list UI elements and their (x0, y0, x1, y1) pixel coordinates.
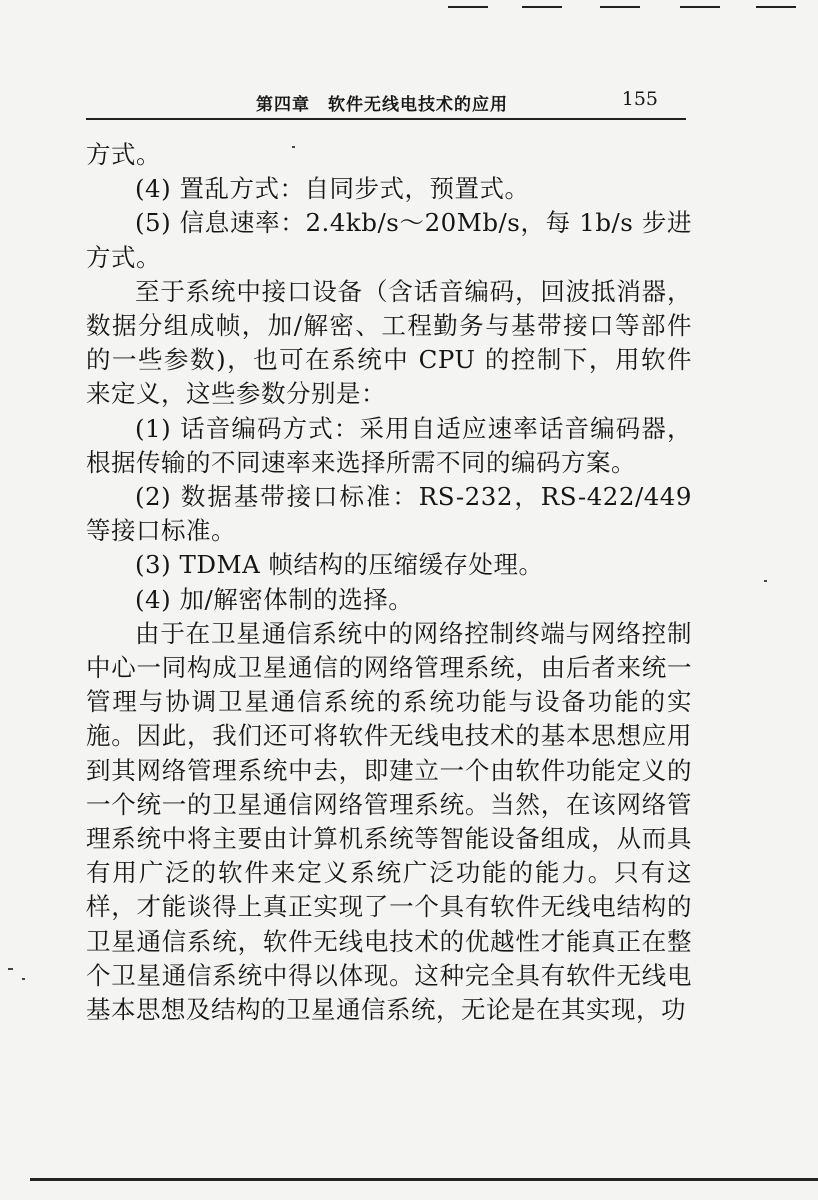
top-edge-mark (600, 6, 640, 8)
paragraph: 至于系统中接口设备（含话音编码，回波抵消器，数据分组成帧，加/解密、工程勤务与基带接口等部件的一些参数)，也可在系统中 CPU 的控制下，用软件来定义，这些参数分别是： (86, 276, 692, 409)
scan-speck (8, 968, 13, 970)
page-number: 155 (621, 88, 658, 110)
paragraph: 方式。 (86, 140, 161, 169)
top-edge-mark (522, 6, 562, 8)
top-edge-mark (680, 6, 720, 8)
chapter-title: 第四章 软件无线电技术的应用 (256, 95, 508, 115)
paragraph: 由于在卫星通信系统中的网络控制终端与网络控制中心一同构成卫星通信的网络管理系统，由后者来统一管理与协调卫星通信系统的系统功能与设备功能的实施。因此，我们还可将软件无线电技术的基本思想应用到其网络管理系统中去，即建立一个由软件功能定义的一个统一的卫星通信网络管理系统。当然，在该网络管理系统中将主要由计算机系统等智能设备组成，从而具有用广泛的软件来定义系统广泛功能的能力。只有这样，才能谈得上真正实现了一个具有软件无线电结构的卫星通信系统，软件无线电技术的优越性才能真正在整个卫星通信系统中得以体现。这种完全具有软件无线电基本思想及结构的卫星通信系统，无论是在其实现，功 (86, 618, 692, 1025)
scan-speck (292, 146, 295, 148)
paragraph: (2) 数据基带接口标准：RS-232，RS-422/449 等接口标准。 (86, 482, 692, 546)
body-text (86, 138, 692, 1027)
paragraph: (1) 话音编码方式：采用自适应速率话音编码器，根据传输的不同速率来选择所需不同的编码方案。 (86, 413, 692, 477)
top-edge-mark (756, 6, 796, 8)
paragraph: (4) 加/解密体制的选择。 (135, 584, 414, 614)
bottom-edge-rule (30, 1178, 818, 1181)
scan-speck (764, 580, 767, 582)
top-edge-mark (448, 6, 488, 8)
paragraph: (3) TDMA 帧结构的压缩缓存处理。 (135, 550, 544, 580)
paragraph: (5) 信息速率：2.4kb/s～20Mb/s，每 1b/s 步进方式。 (86, 208, 692, 272)
page-header (86, 86, 686, 120)
paragraph: (4) 置乱方式：自同步式，预置式。 (135, 174, 530, 204)
scan-speck (22, 978, 25, 980)
